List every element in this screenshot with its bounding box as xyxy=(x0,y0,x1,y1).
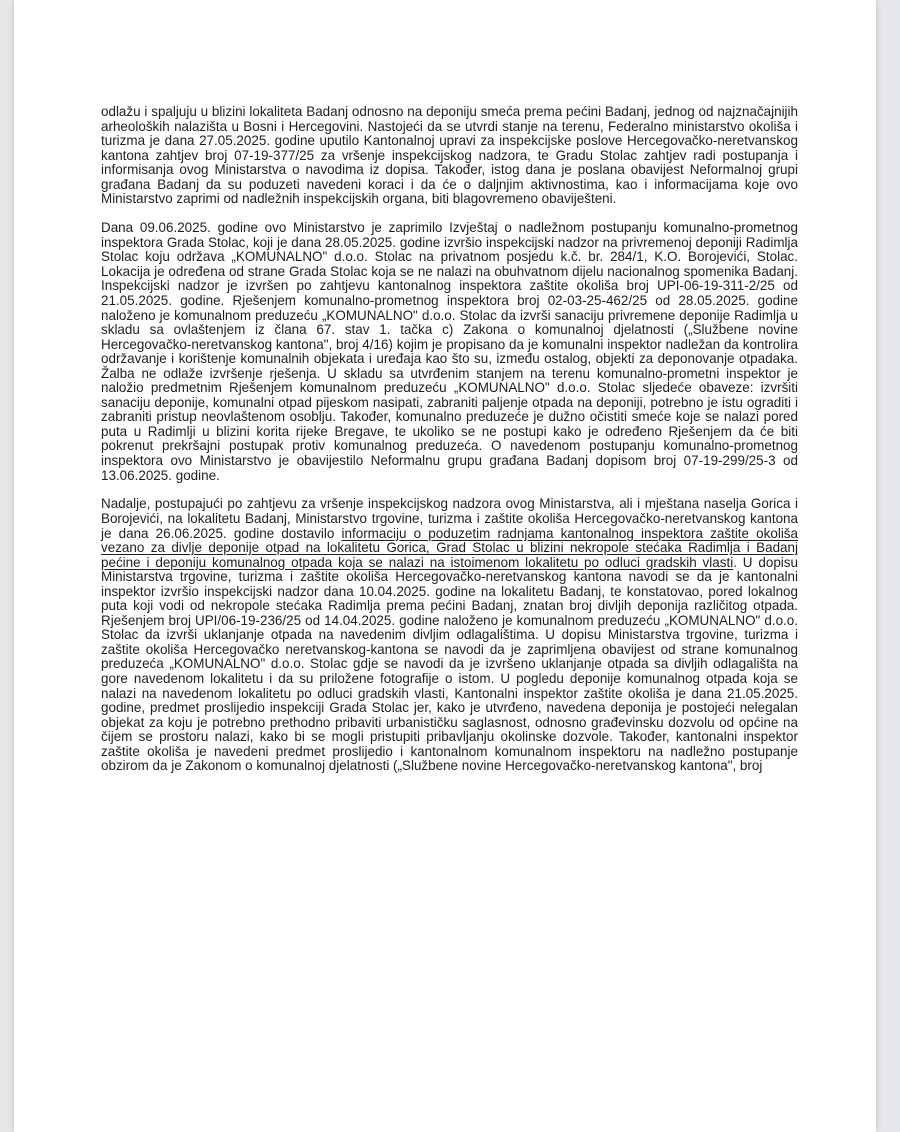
paragraph-3 xyxy=(101,497,798,773)
paragraph-3-body: . U dopisu Ministarstva trgovine, turizma i zaštite okoliša Hercegovačko-neretvanskog kantona navodi se da je kantonalni inspektor izvršio inspekcijski nadzor dana 10.04.2025. godine na lokalitetu Badanj, te konstatovao, pored lokalnog puta koji vodi od nekropole stećaka Radimlja prema pećini Badanj, znatan broj divljih deponija različitog otpada. Rješenjem broj UPI/06-19-236/25 od 14.04.2025. godine naloženo je komunalnom preduzeću „KOMUNALNO" d.o.o. Stolac da izvrši uklanjanje otpada na navedenim divljim odlagalištima. U dopisu Ministarstva trgovine, turizma i zaštite okoliša Hercegovačko neretvanskog-kantona se navodi da je zaprimljena obavijest od strane komunalnog preduzeća „KOMUNALNO" d.o.o. Stolac gdje se navodi da je izvršeno uklanjanje otpada sa divljih odlagališta na gore navedenom lokalitetu i da su priložene fotografije o istom. U pogledu deponije komunalnog otpada koja se nalazi na navedenom lokalitetu po odluci gradskih vlasti, Kantonalni inspektor zaštite okoliša je dana 21.05.2025. godine, predmet proslijedio inspekciji Grada Stolac jer, kako je utvrđeno, navedena deponija je postojeći nelegalan objekat za koju je potrebno prethodno pribaviti urbanističku saglasnost, odnosno građevinsku dozvolu od općine na čijem se prostoru nalazi, kako bi se mogli pristupiti pribavljanju okolinske dozvole. Također, kantonalni inspektor zaštite okoliša je navedeni predmet proslijedio i kantonalnom komunalnom inspektoru na nadležno postupanje obzirom da je Zakonom o komunalnoj djelatnosti („Službene novine Hercegovačko-neretvanskog kantona", broj xyxy=(101,554,798,774)
document-body xyxy=(101,105,798,774)
paragraph-2: Dana 09.06.2025. godine ovo Ministarstvo je zaprimilo Izvještaj o nadležnom postupanju komunalno-prometnog inspektora Grada Stolac, koji je dana 28.05.2025. godine izvršio inspekcijski nadzor na privremenoj deponiji Radimlja Stolac koju održava „KOMUNALNO" d.o.o. Stolac na privatnom posjedu k.č. br. 284/1, K.O. Borojevići, Stolac. Lokacija je određena od strane Grada Stolac koja se ne nalazi na obuhvatnom dijelu nacionalnog spomenika Badanj. Inspekcijski nadzor je izvršen po zahtjevu kantonalnog inspektora zaštite okoliša broj UPI-06-19-311-2/25 od 21.05.2025. godine. Rješenjem komunalno-prometnog inspektora broj 02-03-25-462/25 od 28.05.2025. godine naloženo je komunalnom preduzeću „KOMUNALNO" d.o.o. Stolac da izvrši sanaciju privremene deponije Radimlja u skladu sa ovlaštenjem iz člana 67. stav 1. tačka c) Zakona o komunalnoj djelatnosti („Službene novine Hercegovačko-neretvanskog kantona", broj 4/16) kojim je propisano da je komunalni inspektor nadležan da kontrolira održavanje i korištenje komunalnih objekata i uređaja kao što su, između ostalog, objekti za deponovanje otpadaka. Žalba ne odlaže izvršenje rješenja. U skladu sa utvrđenim stanjem na terenu komunalno-prometni inspektor je naložio predmetnim Rješenjem komunalnom preduzeću „KOMUNALNO" d.o.o. Stolac sljedeće obaveze: izvršiti sanaciju deponije, komunalni otpad pijeskom nasipati, zabraniti paljenje otpada na deponiji, potrebno je istu ograditi i zabraniti pristup neovlaštenom osoblju. Također, komunalno preduzeće je dužno očistiti smeće koje se nalazi pored puta u Radimlji u blizini korita rijeke Bregave, te ukoliko se ne postupi kako je određeno Rješenjem da će biti pokrenut prekršajni postupak protiv komunalnog preduzeća. O navedenom postupanju komunalno-prometnog inspektora ovo Ministarstvo je obavijestilo Neformalnu grupu građana Badanj dopisom broj 07-19-299/25-3 od 13.06.2025. godine. xyxy=(101,220,798,483)
underlined-information-text: informaciju o poduzetim radnjama kantonalnog inspektora zaštite okoliša vezano za divlje deponije otpad na lokalitetu Gorica, Grad Stolac u blizini nekropole stećaka Radimlja i Badanj pećine i deponiju komunalnog otpada koja se nalazi na istoimenom lokalitetu po odluci gradskih vlasti xyxy=(101,525,798,570)
paragraph-1: odlažu i spaljuju u blizini lokaliteta Badanj odnosno na deponiju smeća prema pećini Badanj, jednog od najznačajnijih arheoloških nalazišta u Bosni i Hercegovini. Nastojeći da se utvrdi stanje na terenu, Federalno ministarstvo okoliša i turizma je dana 27.05.2025. godine uputilo Kantonalnoj upravi za inspekcijske poslove Hercegovačko-neretvanskog kantona zahtjev broj 07-19-377/25 za vršenje inspekcijskog nadzora, te Gradu Stolac zahtjev radi postupanja i informisanja ovog Ministarstva o navodima iz dopisa. Također, istog dana je poslana obavijest Neformalnoj grupi građana Badanj da su poduzeti navedeni koraci i da će o daljnjim aktivnostima, kao i informacijama koje ovo Ministarstvo zaprimi od nadležnih inspekcijskih organa, biti blagovremeno obaviješteni. xyxy=(101,104,798,207)
paragraph-3-intro: Nadalje, postupajući po zahtjevu za vršenje inspekcijskog nadzora ovog Ministarstva, ali i mještana naselja Gorica i Borojevići, na lokalitetu Badanj, Ministarstvo trgovine, turizma i zaštite okoliša Hercegovačko-neretvanskog kantona je dana 26.06.2025. godine dostavilo xyxy=(101,496,798,541)
document-page xyxy=(14,0,876,1132)
